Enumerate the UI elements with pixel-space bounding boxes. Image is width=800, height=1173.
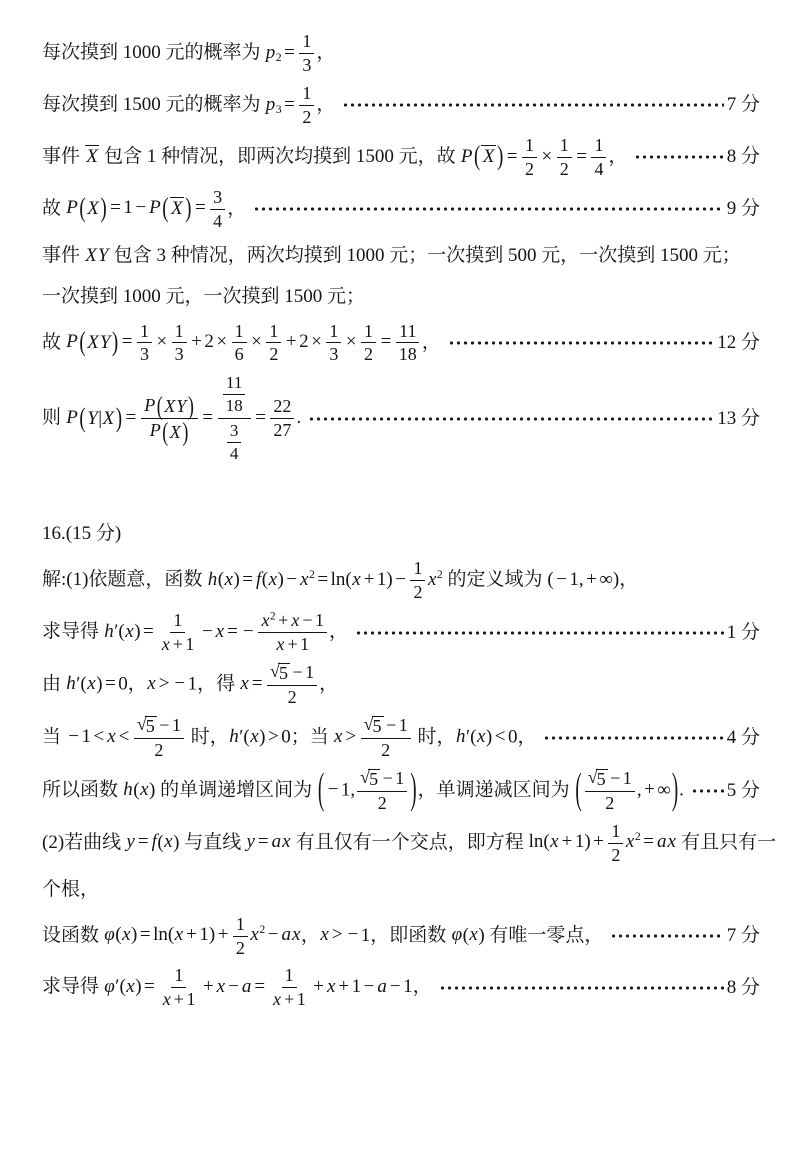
line-16-setup (42, 558, 760, 603)
text-run: ，即函数 (370, 924, 452, 946)
fraction: $\frac{1}{6}$ (232, 321, 247, 366)
math-expression: φ(x) (451, 924, 485, 946)
text-run: ， (300, 924, 320, 946)
radical: √ 5 (587, 766, 606, 789)
text-run: 个根， (42, 878, 100, 900)
line-part2-intro-2-text (42, 878, 99, 902)
text-run: ；当 (290, 726, 334, 748)
text-run: 求导得 (42, 620, 104, 642)
text-run: 每次摸到 1000 元的概率为 (42, 41, 266, 63)
line-px-text (42, 187, 246, 232)
fraction: √ 5 − 1 2 (585, 768, 635, 814)
text-run: 有且只有一 (676, 831, 777, 853)
math-expression: h′(x) > 0 (229, 726, 291, 748)
fraction: $\frac{1}{2}$ (410, 558, 425, 603)
dotted-leader (543, 730, 723, 746)
text-run: 时， (412, 726, 456, 748)
score-label: 4 分 (726, 727, 760, 748)
dotted-leader (634, 149, 723, 165)
fraction: $\frac{1}{x + 1}$ (273, 965, 306, 1010)
text-run: 事件 (42, 244, 85, 266)
math-expression (85, 145, 100, 167)
dotted-leader (308, 411, 714, 427)
score-label: 8 分 (726, 146, 760, 168)
line-phi-definition-text (42, 914, 603, 959)
text-run: 则 (42, 407, 66, 429)
line-event-xbar-text (42, 135, 627, 180)
math-expression: $h(x) = f(x) - x^2 = \ln(x + 1)$ − $\frac{1}{2}$ $x^2$ (207, 558, 443, 603)
text-run: 的单调递增区间为 (155, 779, 317, 801)
text-run: 的定义域为 (442, 569, 548, 591)
math-expression: x > √ 5 − 1 2 (333, 726, 412, 747)
superscript: 2 (259, 923, 266, 937)
overline: X (171, 198, 183, 220)
text-run: ，得 (197, 673, 240, 695)
subscript: 2 (275, 50, 282, 64)
line-q16-header-text (42, 522, 121, 546)
fraction: $\frac{1}{3}$ (137, 321, 152, 366)
text-run: ， (517, 726, 537, 748)
score-label: 5 分 (726, 779, 760, 801)
text-run: 设函数 (42, 924, 104, 946)
score-label: 7 分 (726, 925, 760, 947)
line-derivative-h-text (42, 610, 348, 655)
line-part2-intro-2 (42, 873, 760, 907)
text-run: 故 (42, 331, 66, 353)
radical: √ 5 (136, 713, 155, 736)
text-run: 所以函数 (42, 779, 123, 801)
fraction: $\frac{1}{2}$ (608, 821, 623, 866)
parenthesized-group: ( X ) (79, 193, 107, 224)
fraction: $\frac{1}{2}$ (557, 135, 572, 180)
math-expression: XY (85, 244, 109, 266)
line-event-xy-2 (42, 280, 760, 314)
line-critical-point (42, 662, 760, 708)
fraction (218, 372, 251, 465)
fraction: √ 5 − 1 2 (134, 715, 184, 761)
fraction: $\frac{1}{x + 1}$ (162, 965, 196, 1010)
line-event-xbar (42, 135, 760, 180)
math-expression: x > − 1 (147, 673, 198, 695)
math-expression: x = √ 5 − 1 2 (240, 673, 319, 694)
text-run: 16.(15 分) (42, 523, 122, 545)
text-run: 有且仅有一个交点，即方程 (291, 831, 529, 853)
text-run: 时， (185, 726, 229, 748)
line-event-xy-1 (42, 239, 760, 273)
math-expression (574, 765, 679, 815)
line-prob-1500-text (42, 83, 335, 128)
fraction: $\frac{1}{3}$ (326, 321, 341, 366)
score-label: 8 分 (726, 977, 760, 998)
line-prob-1000-text (42, 31, 335, 76)
score-label: 7 分 (726, 94, 760, 116)
superscript: 2 (309, 568, 315, 582)
text-run: 事件 (42, 145, 85, 167)
math-expression: P ( XY ) = $\frac{1}{3}$ × $\frac{1}{3}$ + 2 × $\frac{1}{6}$ × $\frac{1}{2}$ + 2 × $\frac{1}{3}$ × $\frac{1}{2}$ = $\frac{11}{18}$ (66, 331, 422, 352)
line-conditional-prob-text (42, 372, 301, 465)
fraction: $\frac{22}{27}$ (270, 396, 294, 441)
radical: √ 5 (270, 661, 288, 684)
line-event-xy-1-text (42, 244, 741, 268)
math-expression: P ( X ) = $\frac{1}{2}$ × $\frac{1}{2}$ = $\frac{1}{4}$ (460, 146, 608, 167)
fraction: $\frac{1}{3}$ (172, 321, 187, 366)
fraction: $\frac{1}{x + 1}$ (161, 610, 195, 655)
line-event-xy-2-text (42, 285, 365, 309)
math-expression: ln(x + 1) + $\frac{1}{2}$ $x^2$ = ax (528, 820, 676, 865)
math-expression: φ′(x) = $\frac{1}{x + 1}$ + x − a = $\frac{1}{x + 1}$ + x + 1 − a − 1 (104, 965, 413, 1010)
math-expression: h′(x) = 0 (66, 673, 128, 695)
line-monotonic-intervals-text (42, 765, 684, 815)
text-run: 有唯一零点， (484, 924, 604, 946)
superscript: 2 (436, 568, 443, 582)
dotted-leader (610, 928, 723, 944)
text-run: (2)若曲线 (42, 831, 126, 853)
math-expression: ( − 1, + ∞) (547, 569, 620, 591)
text-run: 一次摸到 1000 元，一次摸到 1500 元； (42, 285, 366, 307)
fraction: P ( XY ) P ( X ) (141, 395, 198, 443)
subscript: 3 (275, 102, 282, 116)
dotted-leader (691, 783, 724, 799)
fraction: $\frac{3}{4}$ (227, 421, 242, 464)
score-label: 9 分 (726, 198, 760, 220)
math-expression: − 1 < x < √ 5 − 1 2 (66, 726, 186, 747)
fraction: √ 5 − 1 2 (357, 768, 407, 814)
math-expression: $p_2$ = $\frac{1}{3}$ (265, 42, 316, 63)
text-run: ， (319, 673, 339, 695)
line-phi-definition (42, 914, 760, 959)
parenthesized-group: ( XY ) (79, 327, 119, 358)
text-run: 故 (42, 197, 66, 219)
text-run: 当 (42, 726, 66, 748)
parenthesized-group: ( √ 5 − 1 2 , + ∞ ) (575, 765, 679, 815)
line-phi-derivative (42, 965, 760, 1010)
parenthesized-group: ( − 1, √ 5 − 1 2 ) (317, 765, 417, 815)
fraction: $\frac{1}{4}$ (591, 135, 606, 180)
text-run: ， (421, 331, 441, 353)
text-run: ， (619, 569, 639, 591)
superscript: 2 (634, 830, 641, 844)
fraction: $\frac{1}{2}$ (299, 83, 314, 128)
text-run: ，单调递减区间为 (417, 779, 575, 801)
math-expression: y = f(x) (126, 831, 180, 853)
text-run: 与直线 (179, 831, 246, 853)
text-run: ， (608, 145, 628, 167)
line-16-setup-text (42, 558, 638, 603)
text-run: ， (316, 41, 336, 63)
dotted-leader (342, 97, 723, 113)
text-run: . (296, 407, 302, 429)
math-expression: P ( Y|X ) = P ( XY ) P ( X ) = $\frac{\frac{11}{18}}{\frac{3}{4}}$ = $\frac{22}{27}$ (66, 407, 297, 428)
math-expression: h(x) (123, 779, 156, 801)
math-expression: P ( X ) = 1 − P ( X ) = $\frac{3}{4}$ (66, 197, 227, 218)
parenthesized-group: ( X ) (162, 417, 189, 447)
score-label: 12 分 (717, 332, 760, 354)
line-monotonic-intervals (42, 765, 760, 815)
math-expression: h′(x) < 0 (456, 726, 518, 748)
fraction: $\frac{11}{18}$ (396, 321, 420, 366)
text-run: ， (316, 93, 336, 115)
radical: √ 5 (363, 713, 382, 736)
line-critical-point-text (42, 662, 338, 708)
line-pxy-text (42, 321, 441, 366)
line-sign-analysis (42, 715, 760, 761)
radical: √ 5 (360, 766, 379, 789)
score-label: 13 分 (717, 407, 760, 429)
parenthesized-group: ( XY ) (156, 391, 194, 421)
text-run: ， (329, 620, 349, 642)
text-run: 包含 3 种情况，两次均摸到 1000 元；一次摸到 500 元，一次摸到 1500 元； (108, 244, 741, 266)
overline: X (482, 146, 495, 168)
line-part2-intro-1 (42, 820, 777, 866)
line-pxy (42, 321, 760, 366)
text-run: ， (127, 673, 147, 695)
math-expression (317, 765, 418, 815)
text-run: 包含 1 种情况，即两次均摸到 1500 元，故 (99, 145, 461, 167)
line-prob-1000 (42, 31, 760, 76)
line-derivative-h (42, 610, 760, 655)
line-conditional-prob (42, 372, 760, 465)
line-px (42, 187, 760, 232)
fraction: $\frac{1}{2}$ (266, 321, 281, 366)
line-phi-derivative-text (42, 965, 432, 1010)
score-label: 1 分 (726, 621, 760, 643)
text-run: . (679, 779, 684, 801)
fraction: $\frac{1}{2}$ (522, 135, 537, 180)
parenthesized-group: ( X ) (474, 141, 504, 172)
fraction: $\frac{1}{2}$ (361, 321, 376, 366)
overline: X (86, 145, 98, 167)
text-run: 每次摸到 1500 元的概率为 (42, 93, 266, 115)
line-prob-1500 (42, 83, 760, 128)
fraction: $\frac{x^2 + x - 1}{x + 1}$ (258, 610, 327, 655)
text-run: ， (227, 197, 247, 219)
math-expression: x > − 1 (320, 924, 371, 946)
text-run: 求导得 (42, 976, 104, 998)
fraction: √ 5 − 1 2 (267, 662, 317, 708)
text-run: 由 (42, 673, 66, 695)
math-expression: h′(x) = $\frac{1}{x + 1}$ − x = − $\frac{x^2 + x - 1}{x + 1}$ (104, 621, 329, 642)
line-sign-analysis-text (42, 715, 536, 761)
dotted-leader (253, 201, 724, 217)
parenthesized-group: ( X ) (162, 193, 192, 224)
dotted-leader (439, 980, 724, 996)
math-expression: φ(x) = ln(x + 1) + $\frac{1}{2}$ $x^2$ − ax (104, 913, 301, 958)
dotted-leader (355, 625, 724, 641)
fraction: $\frac{3}{4}$ (210, 187, 225, 232)
math-expression: y = ax (246, 831, 291, 853)
parenthesized-group: ( Y|X ) (79, 403, 123, 434)
fraction: $\frac{1}{3}$ (299, 31, 314, 76)
fraction: $\frac{1}{2}$ (233, 914, 248, 959)
superscript: 2 (270, 610, 276, 623)
fraction: $\frac{11}{18}$ (223, 373, 246, 416)
line-q16-header (42, 517, 760, 551)
dotted-leader (448, 335, 714, 351)
text-run: ， (412, 976, 432, 998)
math-expression: $p_3$ = $\frac{1}{2}$ (265, 94, 316, 115)
line-part2-intro-1-text (42, 821, 776, 866)
text-run: 解:(1)依题意，函数 (42, 569, 208, 591)
fraction: √ 5 − 1 2 (361, 715, 411, 761)
